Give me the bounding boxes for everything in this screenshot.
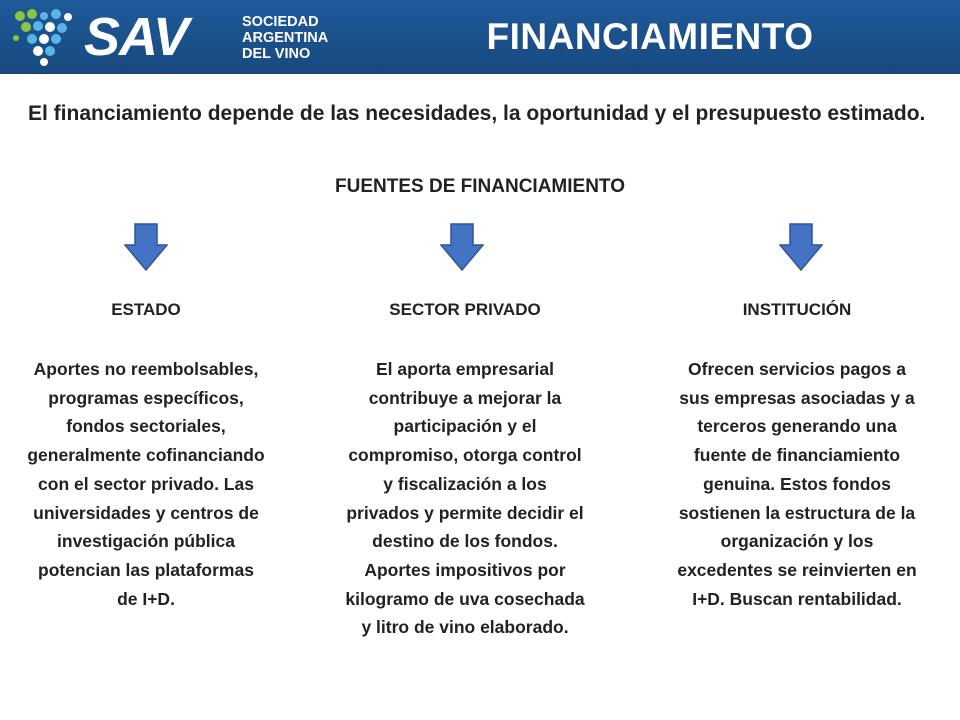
down-arrow-icon bbox=[124, 223, 168, 271]
source-description: Aportes no reembolsables, programas específicos, fondos sectoriales, generalmente cofinanciando con el sector privado. Las universidades y centros de investigación pública potencian las plataformas de I+D. bbox=[27, 359, 265, 609]
intro-text: El financiamiento depende de las necesidades, la oportunidad y el presupuesto estimado. bbox=[28, 102, 926, 125]
source-column-sector-privado bbox=[345, 298, 585, 642]
source-column-estado bbox=[26, 298, 266, 613]
source-heading: SECTOR PRIVADO bbox=[389, 300, 541, 319]
logo-wordmark: SAV bbox=[84, 7, 189, 67]
logo-subtitle bbox=[242, 14, 352, 62]
grape-dots-icon bbox=[10, 6, 80, 68]
source-description: Ofrecen servicios pagos a sus empresas asociadas y a terceros generando una fuente de financiamiento genuina. Estos fondos sostienen la estructura de la organización y los excedentes se reinvierten en I+D. Buscan rentabilidad. bbox=[677, 359, 917, 609]
logo-subtitle-line: DEL VINO bbox=[242, 46, 311, 62]
source-heading: INSTITUCIÓN bbox=[742, 300, 852, 319]
sav-logo bbox=[10, 6, 340, 68]
down-arrow-icon bbox=[779, 223, 823, 271]
source-column-institucion bbox=[677, 298, 917, 613]
down-arrow-icon bbox=[440, 223, 484, 271]
logo-subtitle-line: ARGENTINA bbox=[242, 30, 329, 46]
source-heading: ESTADO bbox=[111, 300, 181, 319]
source-description: El aporta empresarial contribuye a mejorar la participación y el compromiso, otorga control y fiscalización a los privados y permite decidir el destino de los fondos. Aportes impositivos por kilogramo de uva cosechada y litro de vino elaborado. bbox=[345, 359, 585, 638]
header-bar bbox=[0, 0, 960, 74]
logo-subtitle-line: SOCIEDAD bbox=[242, 14, 319, 30]
page-title: FINANCIAMIENTO bbox=[486, 16, 814, 57]
section-title: FUENTES DE FINANCIAMIENTO bbox=[335, 176, 625, 197]
